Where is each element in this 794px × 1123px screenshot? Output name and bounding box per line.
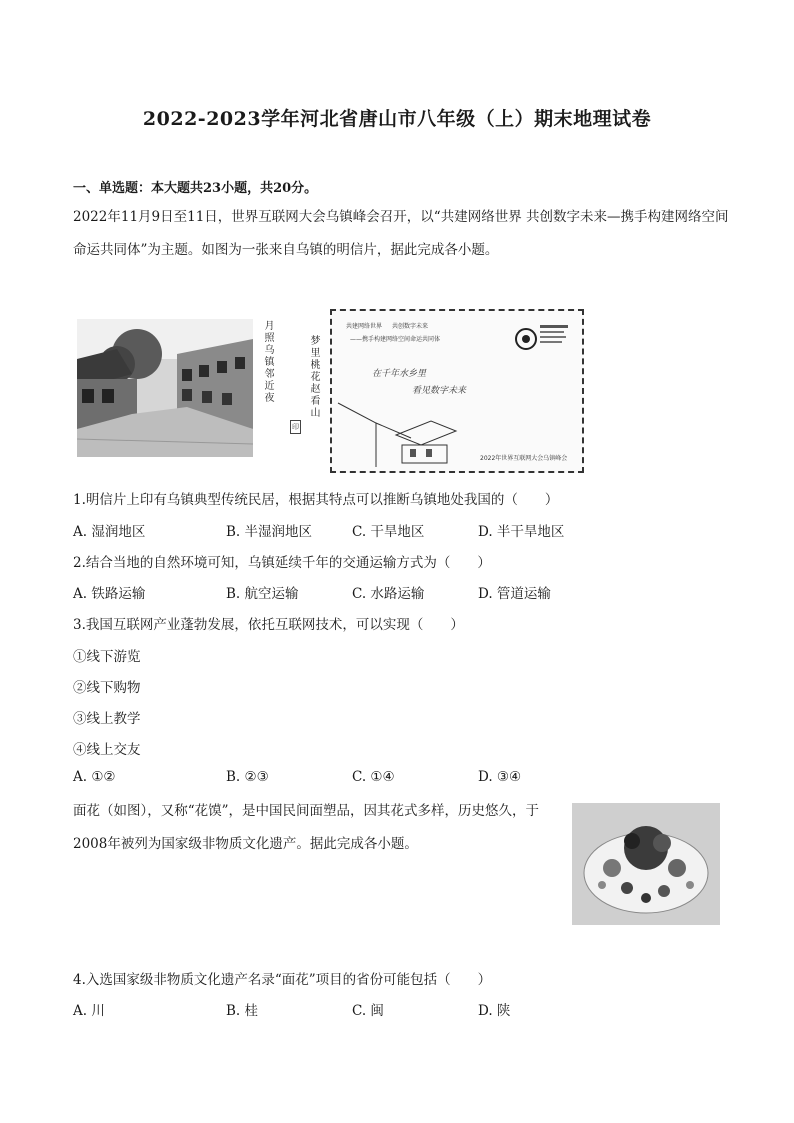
question-4-stem: 4.入选国家级非物质文化遗产名录“面花”项目的省份可能包括（ ） [73, 972, 492, 988]
question-1-option-a[interactable]: A. 湿润地区 [73, 524, 146, 540]
question-3-option-a[interactable]: A. ①② [73, 769, 116, 785]
question-2-option-c[interactable]: C. 水路运输 [352, 586, 425, 602]
postcard-vertical-text-2: 梦里桃花赵看山 [308, 335, 319, 419]
question-4-option-c[interactable]: C. 闽 [352, 1003, 384, 1019]
question-3-item-3: ③线上教学 [73, 711, 141, 727]
question-4-option-d[interactable]: D. 陕 [478, 1003, 511, 1019]
page-title: 2022-2023学年河北省唐山市八年级（上）期末地理试卷 [142, 108, 652, 130]
question-3-item-2: ②线下购物 [73, 680, 141, 696]
postcard-vertical-text-1: 月照乌镇邻近夜 [262, 320, 273, 404]
question-3-item-1: ①线下游览 [73, 649, 141, 665]
water-town-illustration [77, 319, 253, 457]
postcard-theme-line-3: ——携手构建网络空间命运共同体 [350, 336, 441, 343]
postcard-red-seal: 印 [290, 420, 301, 434]
question-4-option-a[interactable]: A. 川 [73, 1003, 105, 1019]
question-3-stem: 3.我国互联网产业蓬勃发展，依托互联网技术，可以实现（ ） [73, 617, 464, 633]
question-1-option-d[interactable]: D. 半干旱地区 [478, 524, 565, 540]
conference-logo-icon [512, 319, 572, 359]
question-1-stem: 1.明信片上印有乌镇典型传统民居，根据其特点可以推断乌镇地处我国的（ ） [73, 492, 559, 508]
question-4-option-b[interactable]: B. 桂 [226, 1003, 259, 1019]
postcard-handwriting-1: 在千年水乡里 [372, 369, 427, 379]
question-1-option-b[interactable]: B. 半湿润地区 [226, 524, 313, 540]
intro-paragraph-2: 面花（如图），又称“花馍”，是中国民间面塑品，因其花式多样，历史悠久，于2008年被列为国家级非物质文化遗产。据此完成各小题。 [73, 803, 540, 852]
postcard-theme-line-1: 共建网络世界 [346, 323, 383, 330]
question-1-option-c[interactable]: C. 干旱地区 [352, 524, 425, 540]
section-heading: 一、单选题：本大题共23小题，共20分。 [73, 181, 318, 196]
question-2-option-d[interactable]: D. 管道运输 [478, 586, 551, 602]
postcard-footer-caption: 2022年世界互联网大会乌镇峰会 [480, 455, 568, 462]
intro-paragraph-1: 2022年11月9日至11日，世界互联网大会乌镇峰会召开，以“共建网络世界 共创数字未来—携手构建网络空间命运共同体”为主题。如图为一张来自乌镇的明信片，据此完成各小题。 [73, 209, 729, 258]
question-3-option-d[interactable]: D. ③④ [478, 769, 522, 785]
question-3-option-c[interactable]: C. ①④ [352, 769, 395, 785]
postcard-house-sketch [336, 393, 466, 467]
question-2-option-a[interactable]: A. 铁路运输 [73, 586, 146, 602]
mianhua-illustration [572, 803, 720, 925]
water-town-photo [77, 319, 253, 457]
postcard-back [330, 309, 584, 473]
question-2-option-b[interactable]: B. 航空运输 [226, 586, 299, 602]
mianhua-photo [572, 803, 720, 925]
postcard-theme-line-2: 共创数字未来 [392, 323, 429, 330]
postcard-handwriting-2: 看见数字未来 [412, 386, 467, 396]
question-3-item-4: ④线上交友 [73, 742, 141, 758]
question-2-stem: 2.结合当地的自然环境可知，乌镇延续千年的交通运输方式为（ ） [73, 555, 491, 571]
question-3-option-b[interactable]: B. ②③ [226, 769, 269, 785]
